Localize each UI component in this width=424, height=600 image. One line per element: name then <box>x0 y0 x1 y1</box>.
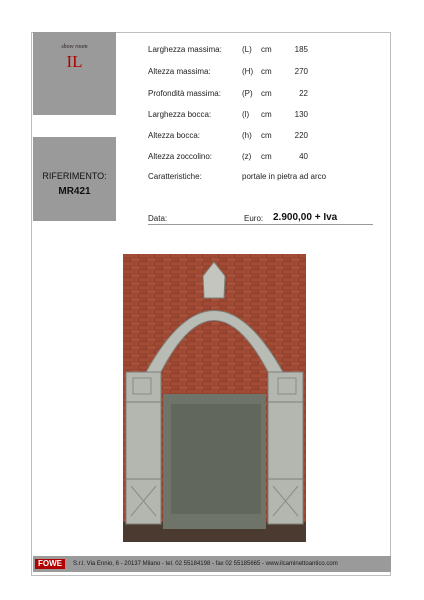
spec-label: Altezza zoccolino: <box>148 152 213 161</box>
date-label: Data: <box>148 214 168 223</box>
spec-code: (L) <box>242 45 252 54</box>
reference-box <box>33 137 116 221</box>
spec-label: Altezza bocca: <box>148 131 201 140</box>
spec-label: Altezza massima: <box>148 67 211 76</box>
spec-unit: cm <box>261 152 272 161</box>
spec-code: (H) <box>242 67 254 76</box>
spec-value: 40 <box>299 152 308 161</box>
spec-row-characteristics <box>148 172 378 184</box>
spec-unit: cm <box>261 131 272 140</box>
spec-value: 220 <box>294 131 308 140</box>
spec-label: Profondità massima: <box>148 89 221 98</box>
spec-value: 130 <box>294 110 308 119</box>
spec-label: Larghezza massima: <box>148 45 222 54</box>
reference-code: MR421 <box>58 186 91 197</box>
price-divider <box>148 224 373 225</box>
logo-word-arc <box>33 62 116 114</box>
euro-label: Euro: <box>244 214 264 223</box>
company-address: S.r.l. Via Ennio, 6 - 20137 Milano - tel. 02 55184198 - fax 02 55185665 - www.ilcaminettoantico.com <box>73 561 338 567</box>
company-logo: FOWE <box>35 559 65 569</box>
logo-il: IL <box>66 52 83 71</box>
spec-value: 185 <box>294 45 308 54</box>
characteristics-label: Caratteristiche: <box>148 172 202 181</box>
spec-unit: cm <box>261 110 272 119</box>
logo-tagline: show room <box>61 44 88 50</box>
spec-code: (z) <box>242 152 252 161</box>
characteristics-value: portale in pietra ad arco <box>242 172 327 181</box>
spec-code: (h) <box>242 131 252 140</box>
spec-label: Larghezza bocca: <box>148 110 212 119</box>
spec-unit: cm <box>261 89 272 98</box>
footer-bar <box>33 556 391 572</box>
spec-unit: cm <box>261 45 272 54</box>
spec-code: (l) <box>242 110 250 119</box>
product-photo <box>123 254 306 542</box>
spec-value: 22 <box>299 89 308 98</box>
spec-unit: cm <box>261 67 272 76</box>
reference-label: RIFERIMENTO: <box>42 171 107 181</box>
spec-value: 270 <box>294 67 308 76</box>
spec-code: (P) <box>242 89 253 98</box>
price-value: 2.900,00 + Iva <box>273 212 338 223</box>
brand-logo <box>33 32 116 115</box>
